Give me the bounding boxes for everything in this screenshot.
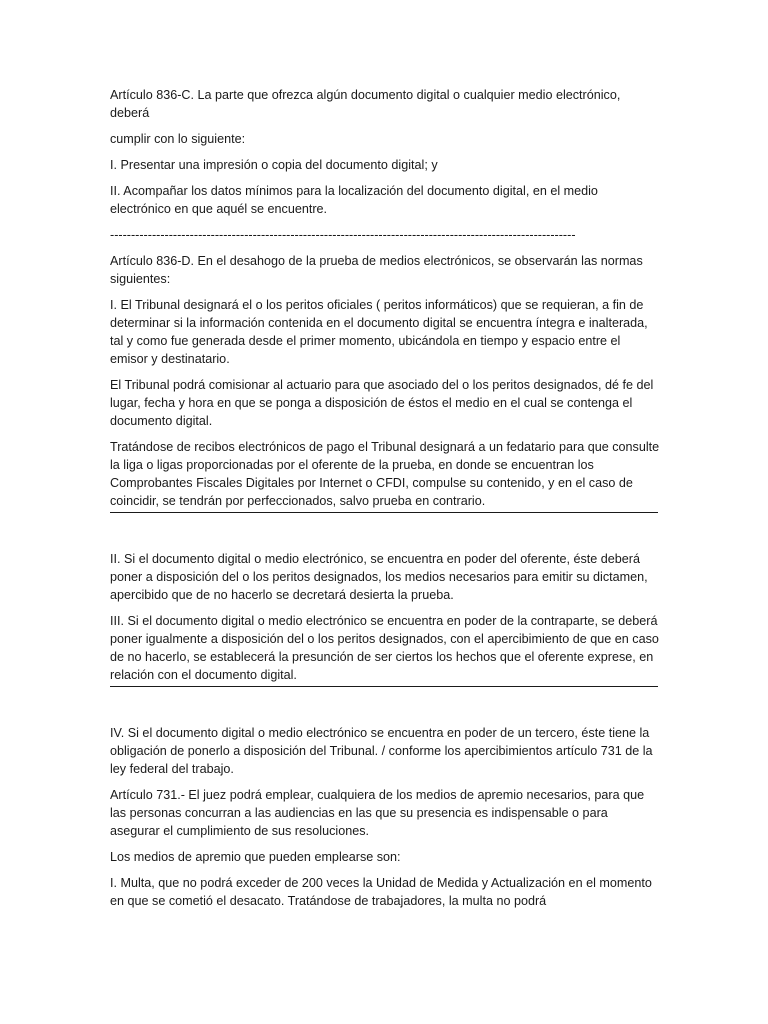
article-836d-heading: Artículo 836-D. En el desahogo de la prueba de medios electrónicos, se observarán las normas siguientes: [110,254,643,286]
medios-apremio-intro: Los medios de apremio que pueden emplearse son: [110,850,401,864]
article-836d-fraction-ii: II. Si el documento digital o medio electrónico, se encuentra en poder del oferente, éste deberá poner a disposición del o los peritos designados, los medios necesarios para emitir su dictamen, apercibido que de no hacerlo se decretará desierta la prueba. [110,552,648,602]
dashed-separator: --------------------------------------------------------------------------------------------------------------- [110,228,576,242]
article-731-paragraph: Artículo 731.- El juez podrá emplear, cualquiera de los medios de apremio necesarios, para que las personas concurran a las audiencias en las que su presencia es indispensable o para asegurar el cumplimiento de sus resoluciones. [110,788,645,838]
article-836c-continuation: cumplir con lo siguiente: [110,132,246,146]
article-836d-fraction-i: I. El Tribunal designará el o los peritos oficiales ( peritos informáticos) que se requieran, a fin de determinar si la información contenida en el documento digital se encuentra íntegra e inalterada, tal y como fue generada desde el primer momento, ubicándola en tiempo y espacio entre el emisor y destinatario. [110,298,648,366]
article-836d-fraction-iv: IV. Si el documento digital o medio electrónico se encuentra en poder de un tercero, éste tiene la obligación de ponerlo a disposición del Tribunal. / conforme los apercibimientos artículo 731 de la ley federal del trabajo. [110,726,653,776]
article-836d-actuario-paragraph: El Tribunal podrá comisionar al actuario para que asociado del o los peritos designados, dé fe del lugar, fecha y hora en que se ponga a disposición de éstos el medio en el cual se contenga el documento digital. [110,378,654,428]
article-836d-fraction-iii: III. Si el documento digital o medio electrónico se encuentra en poder de la contraparte, se deberá poner igualmente a disposición del o los peritos designados, con el apercibimiento de que en caso de no hacerlo, se establecerá la presunción de ser ciertos los hechos que el oferente exprese, en relación con el documento digital. [110,614,659,682]
article-836d-recibos-paragraph: Tratándose de recibos electrónicos de pago el Tribunal designará a un fedatario para que consulte la liga o ligas proporcionadas por el oferente de la prueba, en donde se encuentran los Comprobantes Fiscales Digitales por Internet o CFDI, compulse su contenido, y en el caso de coincidir, se tendrán por perfeccionados, salvo prueba en contrario. [110,440,660,508]
section-gap-2 [110,687,660,724]
article-836c-fraction-ii: II. Acompañar los datos mínimos para la localización del documento digital, en el medio electrónico en que aquél se encuentre. [110,184,598,216]
article-836c-fraction-i: I. Presentar una impresión o copia del documento digital; y [110,158,438,172]
document-page [110,86,660,918]
section-gap-1 [110,513,660,550]
article-836c-heading: Artículo 836-C. La parte que ofrezca algún documento digital o cualquier medio electrónico, deberá [110,88,621,120]
medios-apremio-multa: I. Multa, que no podrá exceder de 200 veces la Unidad de Medida y Actualización en el momento en que se cometió el desacato. Tratándose de trabajadores, la multa no podrá [110,876,652,908]
